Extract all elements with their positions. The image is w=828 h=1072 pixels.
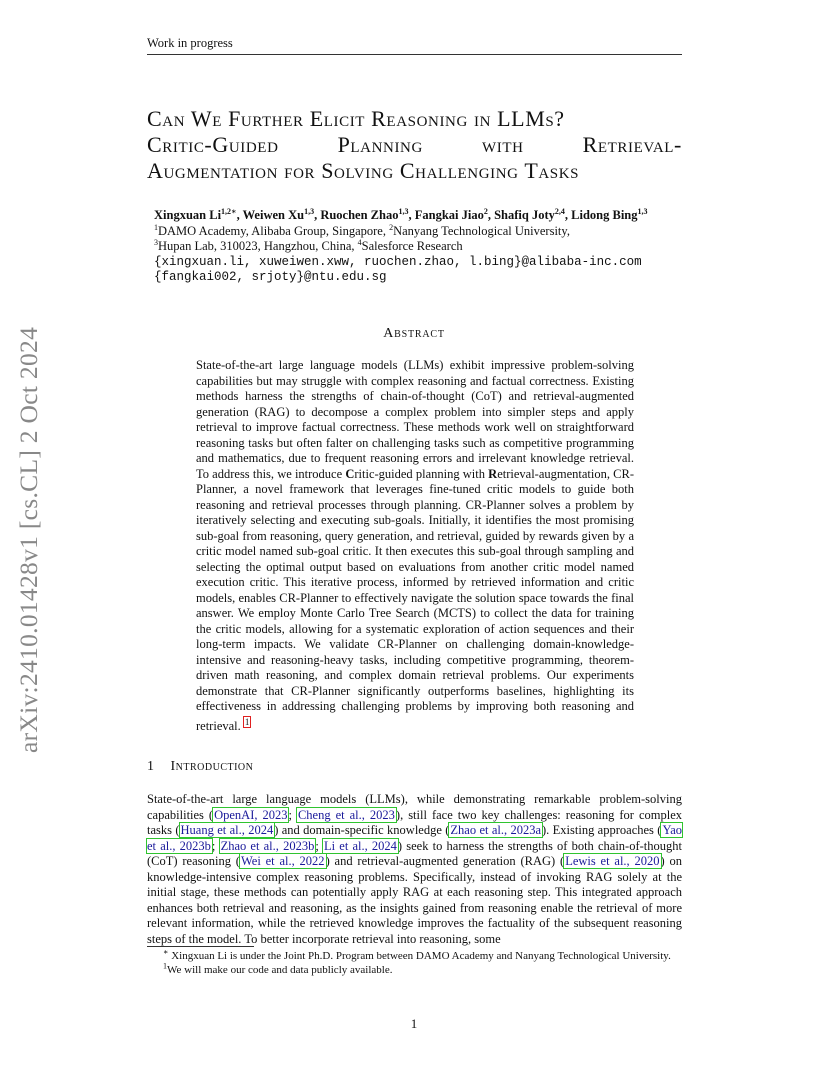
citation-link[interactable]: Zhao et al., 2023a [450, 823, 542, 837]
arxiv-identifier: arXiv:2410.01428v1 [cs.CL] 2 Oct 2024 [14, 326, 43, 753]
abstract-heading: Abstract [383, 326, 445, 341]
title-line-3: Augmentation for Solving Challenging Tasks [147, 158, 580, 183]
affiliation-line-1: $^1$DAMO Academy, Alibaba Group, Singapore, $^2$Nanyang Technological University, [154, 222, 570, 238]
footnote-link[interactable]: 1 [244, 716, 250, 727]
citation-link[interactable]: Huang et al., 2024 [180, 823, 274, 837]
title-line-1: Can We Further Elicit Reasoning in LLMs? [147, 106, 565, 131]
citation-link[interactable]: Zhao et al., 2023b [220, 838, 315, 853]
title-line-2: Critic-Guided Planning with Retrieval- [147, 132, 682, 157]
running-header: Work in progress [147, 36, 682, 55]
page-number: 1 [410, 1016, 418, 1031]
footnotes [147, 947, 682, 977]
affiliation-line-2: $^3$Hupan Lab, 310023, Hangzhou, China, $^4$Salesforce Research [154, 237, 463, 253]
author-names: Xingxuan $Li^{1,2∗}$, Weiwen Xu$^{1,3}$, Ruochen Zhao$^{1,3}$, Fangkai Jiao$^2$, Shafiq Joty$^{2,4}$, Lidong Bing$^{1,3}$ [154, 206, 648, 222]
introduction-body: State-of-the-art large language models (LLMs), while demonstrating remarkable problem-solving capabilities (OpenAI, 2023; Cheng et al., 2023), still face two key challenges: reasoning for complex tasks (Huang et al., 2024) and domain-specific knowledge (Zhao et al., 2023a). Existing approaches (Yao et al., 2023b; Zhao et al., 2023b; Li et al., 2024) seek to harness the strengths of both chain-of-thought (CoT) reasoning (Wei et al., 2022) and retrieval-augmented generation (RAG) (Lewis et al., 2020) on knowledge-intensive complex reasoning problems. Specifically, instead of invoking RAG solely at the initial stage, these methods can potentially apply RAG at each reasoning step. This integrated approach enhances both retrieval and reasoning, as the insights gained from reasoning enable the retrieval of more relevant information, while the retrieved knowledge improves the factuality of the subsequent reasoning steps of the model. To better incorporate retrieval into reasoning, some [147, 792, 683, 946]
citation-link[interactable]: Wei et al., 2022 [240, 854, 325, 868]
footnote-2: $^1$We will make our code and data publicly available. [163, 960, 393, 976]
email-line-2: {fangkai002, srjoty}@ntu.edu.sg [154, 270, 387, 284]
citation-link[interactable]: Li et al., 2024 [323, 838, 397, 853]
section-heading: 1 Introduction [147, 759, 254, 774]
citation-link[interactable]: OpenAI, 2023 [214, 807, 288, 822]
footnote-1: ∗ Xingxuan Li is under the Joint Ph.D. Program between DAMO Academy and Nanyang Technological University. [163, 947, 671, 962]
paper-title [147, 106, 682, 184]
citation-link[interactable]: Lewis et al., 2020 [565, 854, 660, 868]
citation-link[interactable]: Yao et al., 2023b [147, 823, 683, 853]
author-block [154, 208, 694, 286]
abstract-body: State-of-the-art large language models (LLMs) exhibit impressive problem-solving capabilities but may struggle with complex reasoning and factual correctness. Existing methods harness the strengths of chain-of-thought (CoT) and retrieval-augmented generation (RAG) to decompose a complex problem into simpler steps and apply retrieval to improve factual correctness. These methods work well on straightforward reasoning tasks but often falter on challenging tasks such as competitive programming and mathematics, due to frequent reasoning errors and irrelevant knowledge retrieval. To address this, we introduce Critic-guided planning with Retrieval-augmentation, CR-Planner, a novel framework that leverages fine-tuned critic models to guide both reasoning and retrieval processes through planning. CR-Planner solves a problem by iteratively selecting and executing sub-goals. Initially, it identifies the most promising sub-goal from reasoning, query generation, and retrieval, guided by rewards given by a critic model named sub-goal critic. It then executes this sub-goal through sampling and selecting the optimal output based on evaluations from another critic model named execution critic. This iterative process, informed by retrieved information and critic models, enables CR-Planner to effectively navigate the solution space towards the final answer. We employ Monte Carlo Tree Search (MCTS) to collect the data for training the critic models, allowing for a systematic exploration of action sequences and their long-term impacts. We validate CR-Planner on challenging domain-knowledge-intensive and reasoning-heavy tasks, including competitive programming, theorem-driven math reasoning, and complex domain retrieval problems. Our experiments demonstrate that CR-Planner significantly outperforms baselines, highlighting its effectiveness in addressing challenging problems by improving both reasoning and retrieval. $^1$ [196, 358, 634, 733]
citation-link[interactable]: Cheng et al., 2023 [297, 807, 395, 822]
email-line-1: {xingxuan.li, xuweiwen.xww, ruochen.zhao, l.bing}@alibaba-inc.com [154, 254, 642, 269]
